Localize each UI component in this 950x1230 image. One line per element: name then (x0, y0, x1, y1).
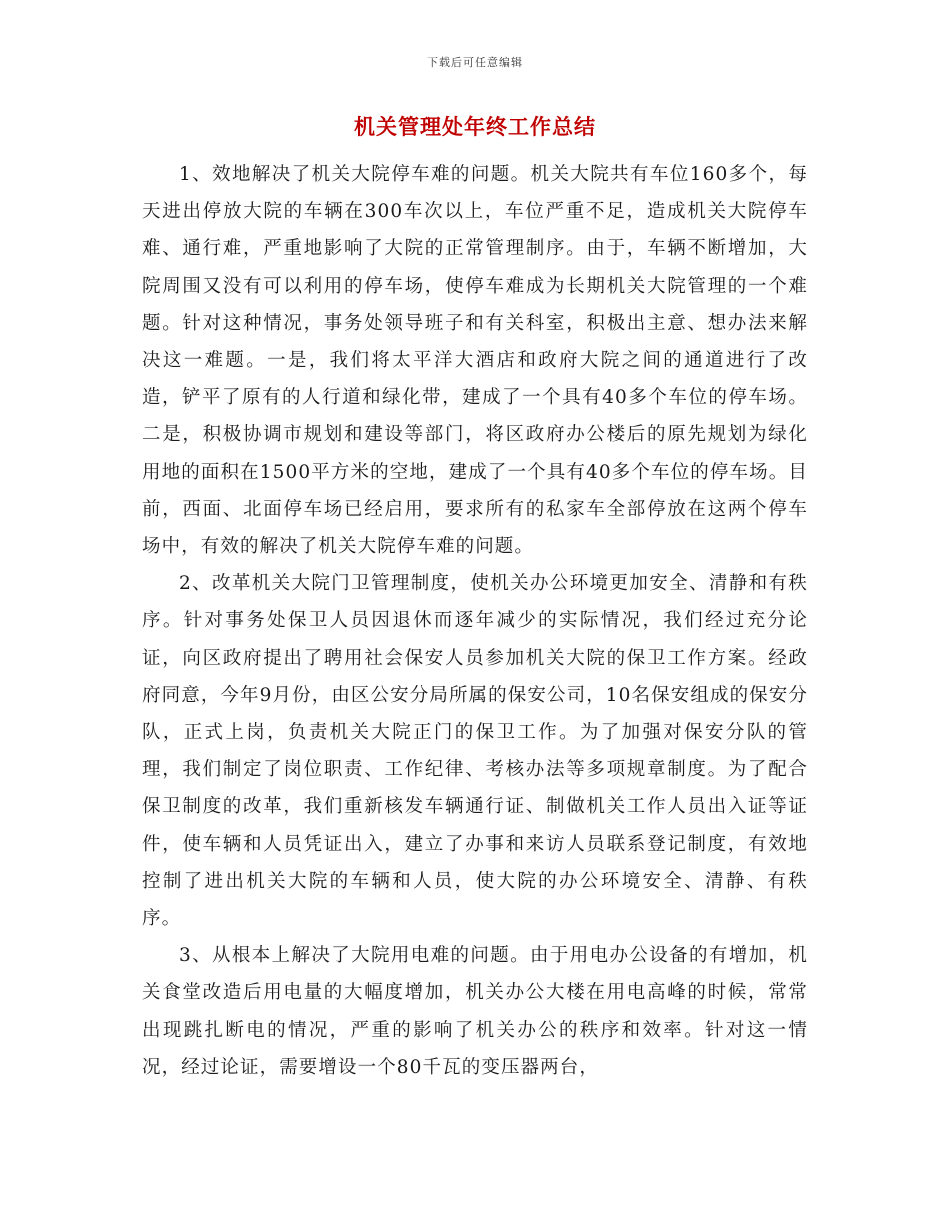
document-body (142, 156, 808, 1086)
paragraph-2: 2、改革机关大院门卫管理制度，使机关办公环境更加安全、清静和有秩序。针对事务处保卫人员因退休而逐年减少的实际情况，我们经过充分论证，向区政府提出了聘用社会保安人员参加机关大院的保卫工作方案。经政府同意，今年9月份，由区公安分局所属的保安公司，10名保安组成的保安分队，正式上岗，负责机关大院正门的保卫工作。为了加强对保安分队的管理，我们制定了岗位职责、工作纪律、考核办法等多项规章制度。为了配合保卫制度的改革，我们重新核发车辆通行证、制做机关工作人员出入证等证件，使车辆和人员凭证出入，建立了办事和来访人员联系登记制度，有效地控制了进出机关大院的车辆和人员，使大院的办公环境安全、清静、有秩序。 (142, 573, 808, 930)
page-header: 下载后可任意编辑 (427, 56, 523, 69)
paragraph-1: 1、效地解决了机关大院停车难的问题。机关大院共有车位160多个，每天进出停放大院的车辆在300车次以上，车位严重不足，造成机关大院停车难、通行难，严重地影响了大院的正常管理制序。由于，车辆不断增加，大院周围又没有可以利用的停车场，使停车难成为长期机关大院管理的一个难题。针对这种情况，事务处领导班子和有关科室，积极出主意、想办法来解决这一难题。一是，我们将太平洋大酒店和政府大院之间的通道进行了改造，铲平了原有的人行道和绿化带，建成了一个具有40多个车位的停车场。二是，积极协调市规划和建设等部门，将区政府办公楼后的原先规划为绿化用地的面积在1500平方米的空地，建成了一个具有40多个车位的停车场。目前，西面、北面停车场已经启用，要求所有的私家车全部停放在这两个停车场中，有效的解决了机关大院停车难的问题。 (142, 164, 808, 558)
document-title: 机关管理处年终工作总结 (354, 114, 596, 139)
paragraph-3: 3、从根本上解决了大院用电难的问题。由于用电办公设备的有增加，机关食堂改造后用电量的大幅度增加，机关办公大楼在用电高峰的时候，常常出现跳扎断电的情况，严重的影响了机关办公的秩序和效率。针对这一情况，经过论证，需要增设一个80千瓦的变压器两台， (142, 945, 808, 1078)
